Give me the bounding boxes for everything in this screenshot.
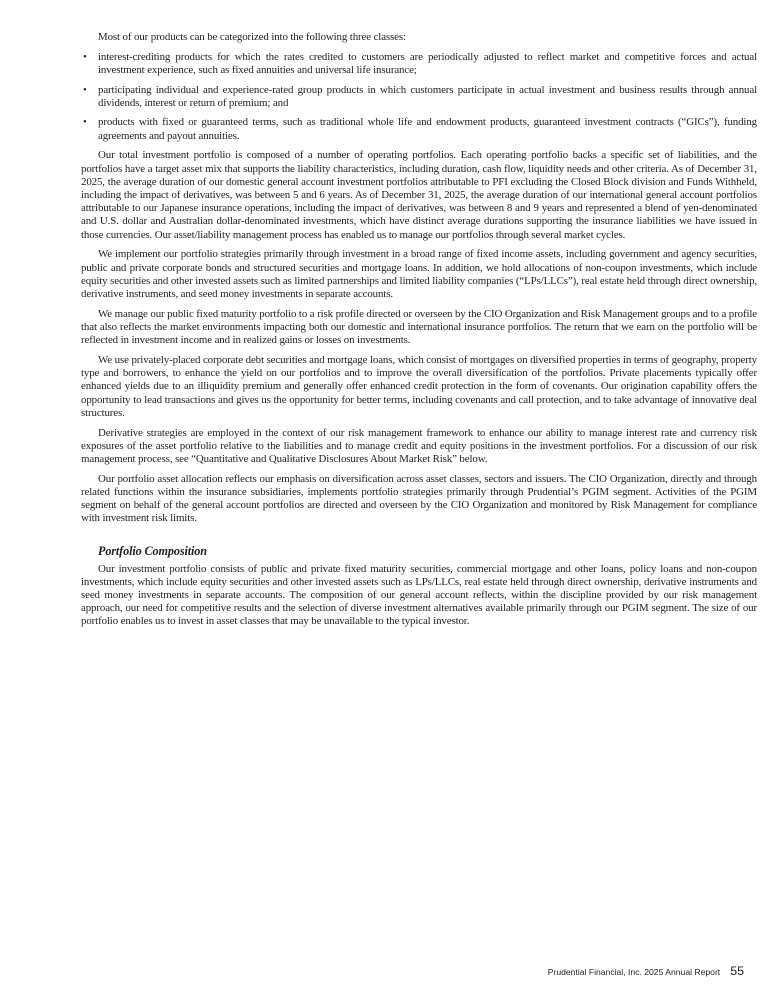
page-number: 55 [730,964,744,978]
footer-report-title: Prudential Financial, Inc. 2025 Annual Report [547,967,721,977]
bullet-icon: • [83,116,87,129]
asset-allocation-paragraph: Our portfolio asset allocation reflects our emphasis on diversification across asset classes, sectors and issuers. The CIO Organization, directly and through related functions within the insurance subsidiaries, implements portfolio strategies primarily through Prudential’s PGIM segment. Activities of the PGIM segment on behalf of the general account portfolios are directed and overseen by the CIO Organization and monitored by Risk Management for compliance with investment risk limits. [81,472,757,525]
document-page [81,31,757,635]
list-item-text: interest-crediting products for which the rates credited to customers are periodically adjusted to reflect market and competitive forces and actual investment experience, such as fixed annuities and universal life insurance; [98,50,757,76]
bullet-icon: • [83,83,87,96]
private-placements-paragraph: We use privately-placed corporate debt securities and mortgage loans, which consist of mortgages on diversified properties in terms of geography, property type and borrowers, to enhance the yield on our portfolios and to improve the overall diversification of the portfolios. Private placements typically offer enhanced yields due to an illiquidity premium and generally offer enhanced credit protection in the form of covenants. Our origination capability offers the opportunity to lead transactions and gives us the opportunity for better terms, including covenants and call protection, and to take advantage of innovative deal structures. [81,354,757,419]
intro-paragraph: Most of our products can be categorized into the following three classes: [98,31,406,43]
portfolio-composition-paragraph: Our investment portfolio consists of public and private fixed maturity securities, commercial mortgage and other loans, policy loans and non-coupon investments, which include equity securities and other invested assets such as LPs/LLCs, real estate held through direct ownership, derivative instruments and seed money investments in separate accounts. The composition of our general account reflects, within the discipline provided by our risk management approach, our need for competitive results and the selection of diverse investment alternatives available primarily through our PGIM segment. The size of our portfolio enables us to invest in asset classes that may be unavailable to the typical investor. [81,562,757,628]
product-classes-list [81,51,757,143]
section-heading-portfolio-composition: Portfolio Composition [98,543,207,558]
list-item [81,51,757,77]
list-item-text: participating individual and experience-rated group products in which customers participate in actual investment and business results through annual dividends, interest or return of premium; and [98,83,757,109]
portfolio-duration-paragraph: Our total investment portfolio is composed of a number of operating portfolios. Each operating portfolio backs a specific set of liabilities, and the portfolios have a target asset mix that supports the liability characteristics, including duration, cash flow, liquidity needs and other criteria. As of December 31, 2025, the average duration of our domestic general account investment portfolios attributable to PFI excluding the Closed Block division and Funds Withheld, including the impact of derivatives, was between 5 and 6 years. As of December 31, 2025, the average duration of our international general account portfolios attributable to our Japanese insurance operations, including the impact of derivatives, was between 8 and 9 years and represented a blend of yen-denominated and U.S. dollar and Australian dollar-denominated investments, which have distinct average durations supporting the insurance liabilities we have issued in those currencies. Our asset/liability management process has enabled us to manage our portfolios through several market cycles. [81,149,757,241]
list-item [81,116,757,142]
derivative-strategies-paragraph: Derivative strategies are employed in the context of our risk management framework to enhance our ability to manage interest rate and currency risk exposures of the asset portfolio relative to the liabilities and to manage credit and equity positions in the investment portfolios. For a discussion of our risk management process, see “Quantitative and Qualitative Disclosures About Market Risk” below. [81,426,757,466]
page-footer [548,964,744,978]
portfolio-strategies-paragraph: We implement our portfolio strategies primarily through investment in a broad range of fixed income assets, including government and agency securities, public and private corporate bonds and structured securities and mortgage loans. In addition, we hold allocations of non-coupon investments, which include equity securities and other invested assets such as limited partnerships and limited liability companies (“LPs/LLCs”), real estate held through direct ownership, derivative instruments, and seed money investments in separate accounts. [81,248,757,301]
public-fixed-maturity-paragraph: We manage our public fixed maturity portfolio to a risk profile directed or overseen by the CIO Organization and Risk Management groups and to a profile that also reflects the market environments impacting both our domestic and international insurance portfolios. The return that we earn on the portfolio will be reflected in investment income and in realized gains or losses on investments. [81,307,757,347]
list-item-text: products with fixed or guaranteed terms, such as traditional whole life and endowment products, guaranteed investment contracts (“GICs”), funding agreements and payout annuities. [98,116,757,142]
list-item [81,84,757,110]
bullet-icon: • [83,50,87,63]
